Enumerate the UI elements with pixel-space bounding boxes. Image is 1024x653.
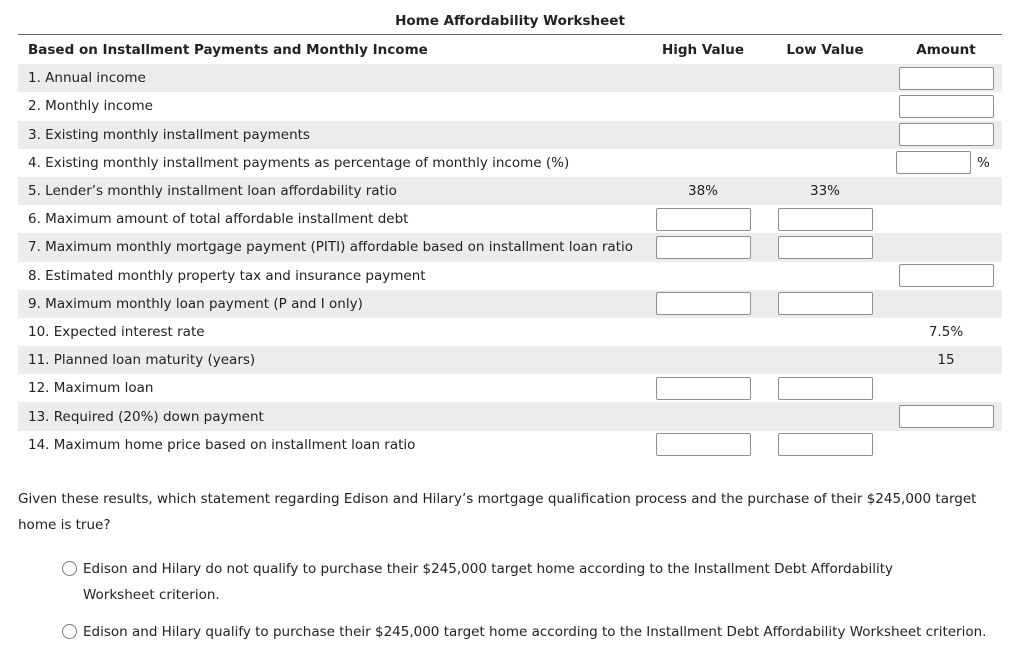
column-header-high-value: High Value [661, 42, 745, 59]
row-label-existing-installment-payments: 3. Existing monthly installment payments [28, 126, 310, 143]
max-loan-payment-low-input[interactable] [778, 292, 873, 315]
answer-option-qualify[interactable] [62, 619, 1002, 645]
existing-installment-payments-amount-input[interactable] [899, 123, 994, 146]
row-label-interest-rate: 10. Expected interest rate [28, 323, 205, 340]
table-row [18, 233, 1002, 261]
row-label-max-mortgage-payment: 7. Maximum monthly mortgage payment (PITI) affordable based on installment loan ratio [28, 239, 634, 256]
row-label-property-tax-insurance: 8. Estimated monthly property tax and insurance payment [28, 267, 426, 284]
table-row [18, 402, 1002, 430]
max-installment-debt-low-input[interactable] [778, 208, 873, 231]
property-tax-insurance-amount-input[interactable] [899, 264, 994, 287]
answer-option-label: Edison and Hilary qualify to purchase their $245,000 target home according to the Installment Debt Affordability Worksheet criterion. [83, 624, 987, 640]
max-loan-low-input[interactable] [778, 377, 873, 400]
max-loan-payment-high-input[interactable] [656, 292, 751, 315]
table-row [18, 346, 1002, 374]
installment-percentage-amount-input[interactable] [896, 151, 971, 174]
row-label-affordability-ratio: 5. Lender’s monthly installment loan affordability ratio [28, 183, 397, 200]
table-row [18, 121, 1002, 149]
title-divider [18, 34, 1002, 35]
worksheet-table [18, 36, 1002, 459]
radio-button-icon[interactable] [62, 561, 77, 576]
affordability-ratio-high-value: 38% [687, 183, 718, 200]
annual-income-amount-input[interactable] [899, 67, 994, 90]
loan-maturity-amount: 15 [937, 352, 955, 369]
max-home-price-low-input[interactable] [778, 433, 873, 456]
row-label-max-loan: 12. Maximum loan [28, 380, 154, 397]
column-header-label: Based on Installment Payments and Monthly Income [28, 42, 428, 59]
table-row [18, 92, 1002, 120]
radio-button-icon[interactable] [62, 624, 77, 639]
affordability-ratio-low-value: 33% [809, 183, 840, 200]
row-label-max-home-price: 14. Maximum home price based on installment loan ratio [28, 436, 416, 453]
row-label-max-loan-payment: 9. Maximum monthly loan payment (P and I only) [28, 295, 363, 312]
row-label-annual-income: 1. Annual income [28, 70, 146, 87]
max-mortgage-payment-high-input[interactable] [656, 236, 751, 259]
answer-option-not-qualify[interactable] [62, 556, 962, 608]
worksheet-title: Home Affordability Worksheet [395, 13, 625, 29]
row-label-installment-payments-percentage: 4. Existing monthly installment payments as percentage of monthly income (%) [28, 154, 570, 171]
row-label-monthly-income: 2. Monthly income [28, 98, 153, 115]
table-row [18, 318, 1002, 346]
row-label-loan-maturity: 11. Planned loan maturity (years) [28, 352, 256, 369]
table-row [18, 149, 1002, 177]
question-text: Given these results, which statement regarding Edison and Hilary’s mortgage qualification process and the purchase of their $245,000 target home is true? [18, 491, 977, 533]
table-row [18, 177, 1002, 205]
column-header-low-value: Low Value [786, 42, 864, 59]
max-home-price-high-input[interactable] [656, 433, 751, 456]
table-header-row [18, 36, 1002, 64]
table-row [18, 431, 1002, 459]
max-mortgage-payment-low-input[interactable] [778, 236, 873, 259]
table-row [18, 290, 1002, 318]
table-row [18, 262, 1002, 290]
monthly-income-amount-input[interactable] [899, 95, 994, 118]
table-row [18, 374, 1002, 402]
down-payment-amount-input[interactable] [899, 405, 994, 428]
answer-option-label: Edison and Hilary do not qualify to purchase their $245,000 target home according to the Installment Debt Affordability Worksheet criterion. [83, 561, 893, 603]
percent-suffix: % [977, 154, 990, 171]
interest-rate-amount: 7.5% [928, 323, 964, 340]
max-loan-high-input[interactable] [656, 377, 751, 400]
row-label-down-payment: 13. Required (20%) down payment [28, 408, 264, 425]
table-row [18, 205, 1002, 233]
column-header-amount: Amount [916, 42, 976, 59]
max-installment-debt-high-input[interactable] [656, 208, 751, 231]
table-row [18, 64, 1002, 92]
row-label-max-installment-debt: 6. Maximum amount of total affordable installment debt [28, 211, 409, 228]
